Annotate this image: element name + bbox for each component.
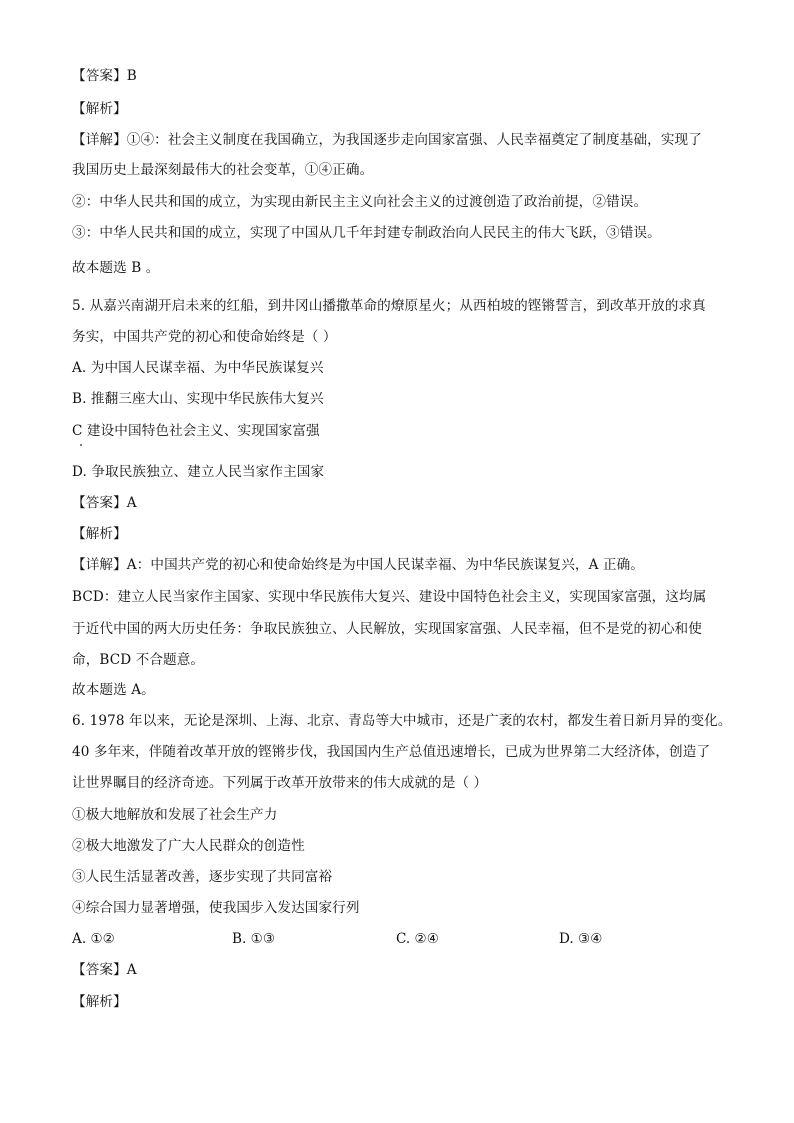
question-6-stem: 6. 1978 年以来，无论是深圳、上海、北京、青岛等大中城市，还是广袤的农村，都发生着日新月异的变化。	[72, 713, 732, 729]
analysis-label-q5: 【解析】	[72, 526, 127, 542]
question-5-option-b: B. 推翻三座大山、实现中华民族伟大复兴	[72, 391, 324, 407]
answer-label-q6: 【答案】A	[72, 962, 137, 978]
question-6-statement-4: ④综合国力显著增强，使我国步入发达国家行列	[72, 900, 360, 916]
question-6-stem: 40 多年来，伴随着改革开放的铿锵步伐，我国国内生产总值迅速增长，已成为世界第二大经济体，创造了	[72, 744, 711, 760]
explanation-line: 命，BCD 不合题意。	[72, 652, 205, 668]
question-6-option-a: A. ①②	[72, 931, 115, 947]
question-6-option-b: B. ①③	[232, 931, 276, 947]
explanation-line: 于近代中国的两大历史任务：争取民族独立、人民解放，实现国家富强、人民幸福，但不是党的初心和使	[72, 621, 702, 637]
stray-mark	[80, 444, 82, 446]
question-6-option-c: C. ②④	[396, 931, 439, 947]
explanation-line: BCD：建立人民当家作主国家、实现中华民族伟大复兴、建设中国特色社会主义，实现国家富强，这均属	[72, 589, 707, 605]
question-6-options	[72, 929, 732, 949]
question-5-stem: 5. 从嘉兴南湖开启未来的红船，到井冈山播撒革命的燎原星火；从西柏坡的铿锵誓言，到改革开放的求真	[72, 298, 706, 314]
question-5-stem: 务实，中国共产党的初心和使命始终是（ ）	[72, 329, 337, 345]
question-6-statement-2: ②极大地激发了广大人民群众的创造性	[72, 838, 305, 854]
question-5-option-c: C 建设中国特色社会主义、实现国家富强	[72, 423, 320, 439]
question-5-option-d: D. 争取民族独立、建立人民当家作主国家	[72, 464, 325, 480]
explanation-line: 我国历史上最深刻最伟大的社会变革，①④正确。	[72, 162, 374, 178]
conclusion-line: 故本题选 B 。	[72, 260, 160, 276]
question-6-statement-1: ①极大地解放和发展了社会生产力	[72, 807, 278, 823]
question-5-option-a: A. 为中国人民谋幸福、为中华民族谋复兴	[72, 360, 324, 376]
question-6-option-d: D. ③④	[559, 931, 603, 947]
explanation-line: 【详解】A：中国共产党的初心和使命始终是为中国人民谋幸福、为中华民族谋复兴，A 正确。	[72, 557, 645, 573]
question-6-stem: 让世界瞩目的经济奇迹。下列属于改革开放带来的伟大成就的是（ ）	[72, 775, 488, 791]
analysis-label-q4: 【解析】	[72, 101, 127, 117]
analysis-label-q6: 【解析】	[72, 994, 127, 1010]
answer-label-q4: 【答案】B	[72, 68, 137, 84]
answer-label-q5: 【答案】A	[72, 495, 137, 511]
explanation-line: 【详解】①④：社会主义制度在我国确立，为我国逐步走向国家富强、人民幸福奠定了制度基础，实现了	[72, 132, 702, 148]
question-6-statement-3: ③人民生活显著改善，逐步实现了共同富裕	[72, 869, 333, 885]
explanation-line: ②：中华人民共和国的成立，为实现由新民主主义向社会主义的过渡创造了政治前提，②错误。	[72, 194, 648, 210]
explanation-line: ③：中华人民共和国的成立，实现了中国从几千年封建专制政治向人民民主的伟大飞跃，③错误。	[72, 225, 661, 241]
conclusion-line: 故本题选 A。	[72, 682, 155, 698]
